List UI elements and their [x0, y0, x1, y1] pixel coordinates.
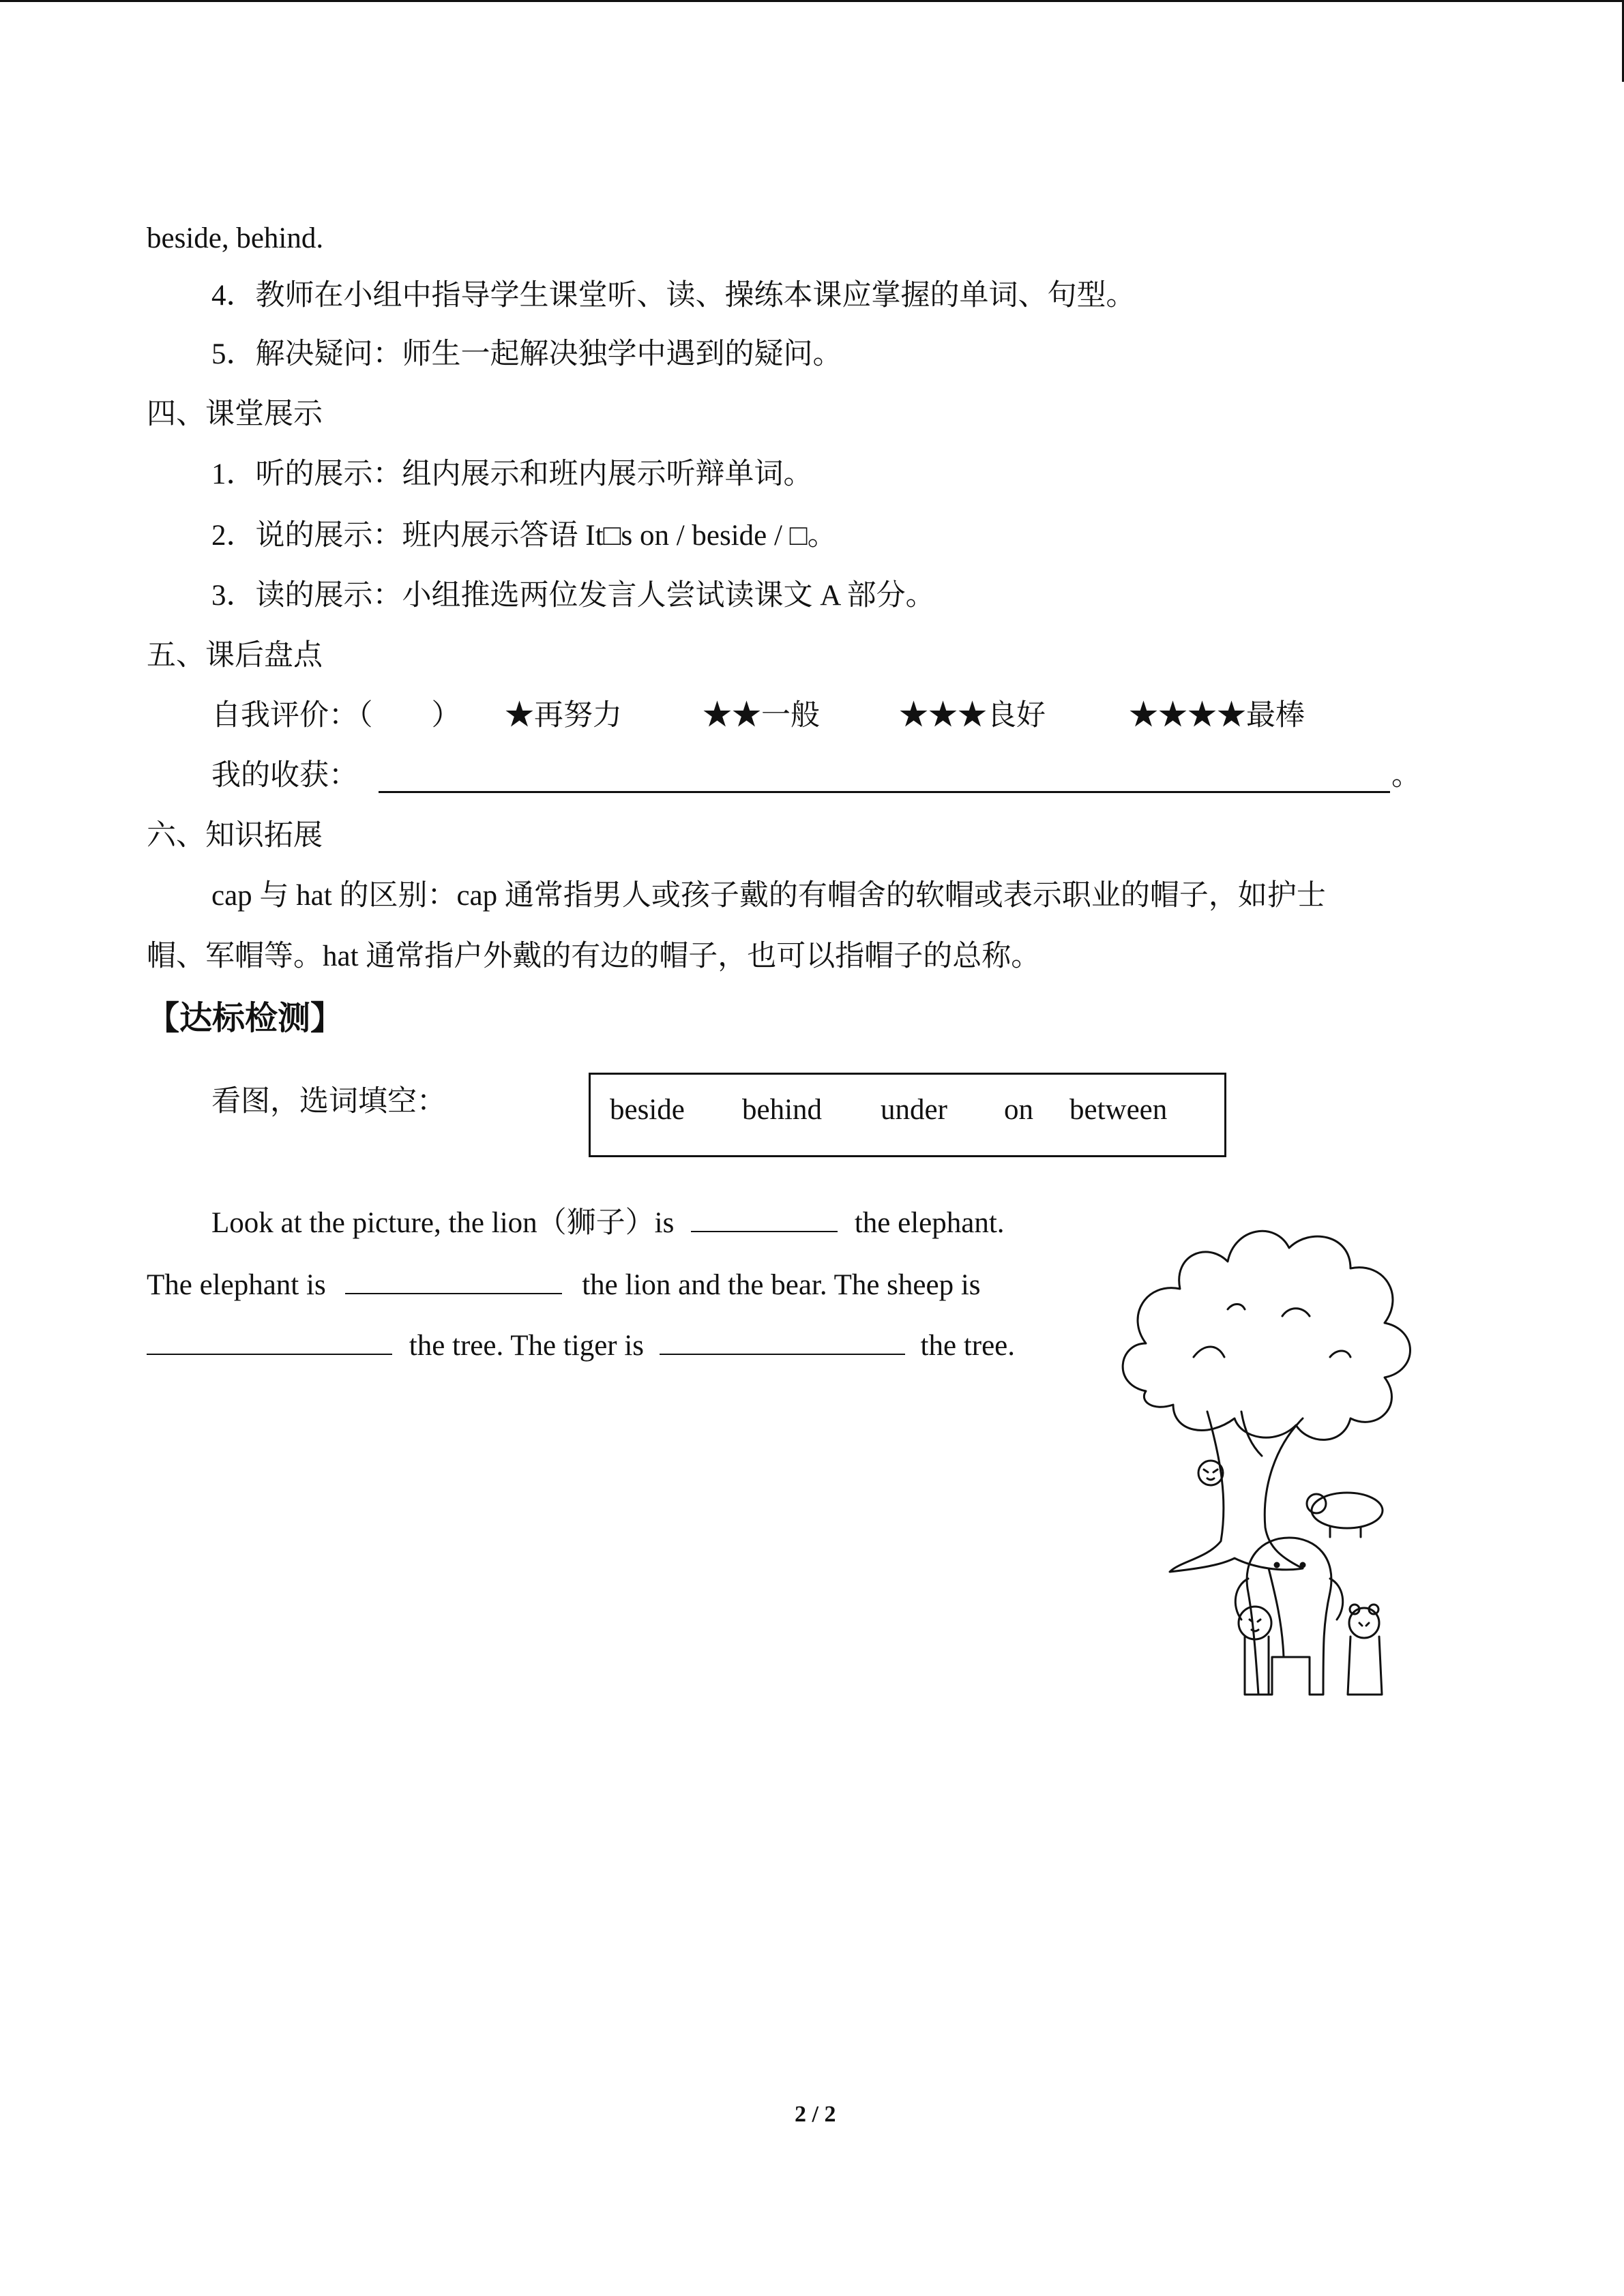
- section-6-title: 六、知识拓展: [147, 820, 323, 852]
- rating-4: ★★★★最棒: [1129, 700, 1305, 732]
- gain-end-mark: 。: [1391, 760, 1421, 792]
- gain-answer-line[interactable]: [379, 791, 1390, 793]
- word-bank-item: beside: [610, 1094, 685, 1126]
- continuation-text: beside, behind.: [147, 222, 324, 254]
- question-line-2: [147, 1265, 981, 1306]
- test-instruction: 看图，选词填空：: [211, 1086, 446, 1118]
- question-line-1: [211, 1203, 1005, 1244]
- test-heading: 【达标检测】: [147, 1000, 344, 1037]
- section-6-para-line-1: cap 与 hat 的区别：cap 通常指男人或孩子戴的有帽舍的软帽或表示职业的帽子，如护士: [211, 880, 1326, 912]
- word-bank-item: on: [1004, 1094, 1033, 1126]
- word-bank-item: under: [881, 1094, 947, 1126]
- rating-3: ★★★良好: [899, 700, 1046, 732]
- step-5: 5．解决疑问：师生一起解决独学中遇到的疑问。: [211, 338, 842, 370]
- tree-animals-illustration: [1105, 1187, 1432, 1705]
- lion-head: [1239, 1607, 1271, 1639]
- blank-2[interactable]: [345, 1266, 562, 1294]
- section-4-item-3: 3．读的展示：小组推选两位发言人尝试读课文 A 部分。: [211, 580, 935, 612]
- step-4: 4．教师在小组中指导学生课堂听、读、操练本课应掌握的单词、句型。: [211, 280, 1136, 312]
- question-text: the elephant.: [854, 1207, 1005, 1239]
- blank-1[interactable]: [691, 1204, 838, 1232]
- section-4-item-2: 2．说的展示：班内展示答语 It□s on / beside / □。: [211, 520, 837, 552]
- section-4-item-1: 1．听的展示：组内展示和班内展示听辩单词。: [211, 458, 813, 490]
- question-text: the lion and the bear. The sheep is: [582, 1269, 981, 1301]
- gain-label: 我的收获：: [211, 760, 358, 792]
- word-bank-box: [589, 1073, 1226, 1157]
- tiger-head: [1198, 1461, 1223, 1485]
- rating-1: ★再努力: [505, 700, 622, 732]
- section-6-para-line-2: 帽、军帽等。hat 通常指户外戴的有边的帽子，也可以指帽子的总称。: [147, 940, 1041, 972]
- blank-3[interactable]: [147, 1326, 392, 1355]
- question-line-3: [147, 1326, 1015, 1367]
- blank-4[interactable]: [660, 1326, 905, 1355]
- tree-trunk: [1170, 1412, 1303, 1572]
- top-border: [0, 0, 1624, 2]
- tree-canopy: [1123, 1231, 1410, 1440]
- rating-2: ★★一般: [703, 700, 820, 732]
- word-bank-item: between: [1069, 1094, 1168, 1126]
- section-5-title: 五、课后盘点: [147, 640, 323, 672]
- question-text: the tree.: [920, 1330, 1016, 1362]
- question-text: the tree. The tiger is: [409, 1330, 645, 1362]
- self-eval-label: 自我评价：（ ）: [211, 700, 461, 732]
- section-4-title: 四、课堂展示: [147, 398, 323, 430]
- question-text: The elephant is: [147, 1269, 326, 1301]
- word-bank-item: behind: [742, 1094, 823, 1126]
- bear-head: [1349, 1608, 1379, 1638]
- page-number: 2 / 2: [795, 2102, 836, 2127]
- question-text: Look at the picture, the lion（狮子）is: [211, 1207, 675, 1239]
